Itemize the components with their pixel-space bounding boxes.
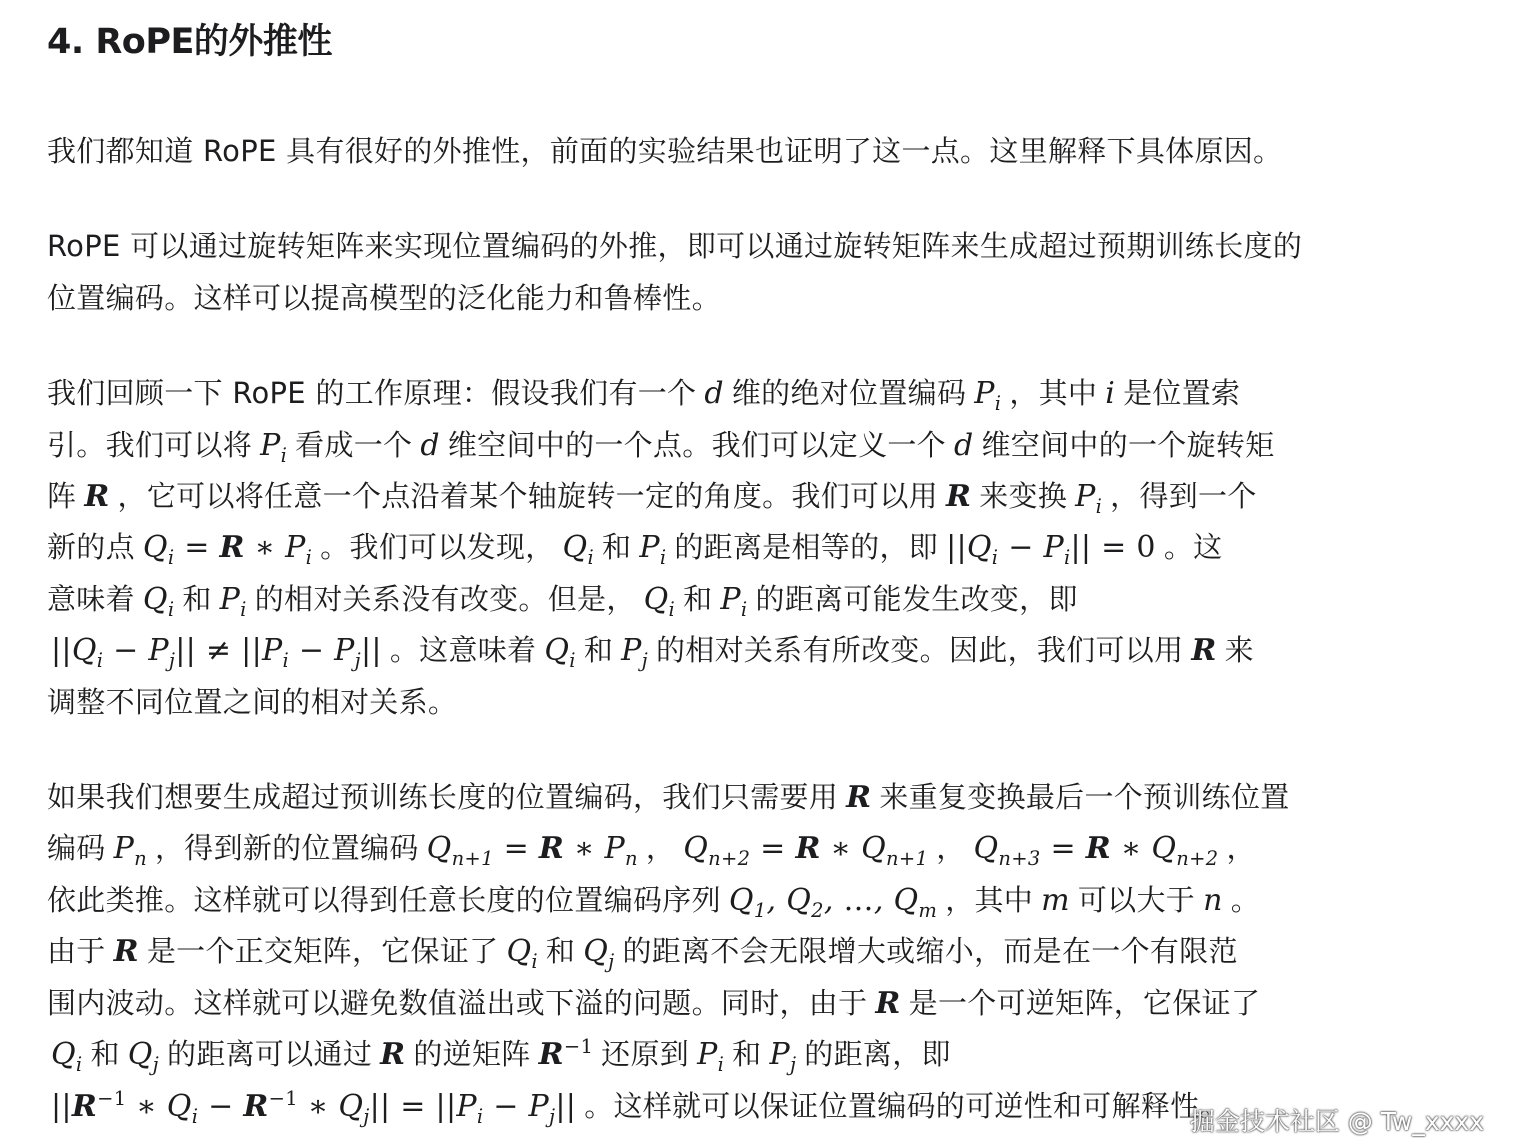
watermark: 掘金技术社区 @ Tw_xxxx	[1189, 1107, 1484, 1136]
paragraph-4: 如果我们想要生成超过预训练长度的位置编码，我们只需要用 R 来重复变换最后一个预训练位置 编码 $P_n$ ，得到新的位置编码 $Q_{n+1} = R$ ∗ $P_n$ ， $Q_{n+2} = R$ ∗ $Q_{n+1}$ ， $Q_{n+3} = R$ ∗ $Q_{n+2}$ ， 依此类推。这样就可以得到任意长度的位置编码序列 $Q_1$, $Q_2$, …, $Q_m$ ，其中 m 可以大于 n 。 由于 R 是一个正交矩阵，它保证了 $Q_i$ 和 $Q_j$ 的距离不会无限增大或缩小，而是在一个有限范 围内波动。这样就可以避免数值溢出或下溢的问题。同时，由于 R 是一个可逆矩阵，它保证了 $Q_i$ 和 $Q_j$ 的距离可以通过 R 的逆矩阵 $R^{-1}$ 还原到 $P_i$ 和 $P_j$ 的距离，即 $||R^{-1}$ ∗ $Q_i - R^{-1}$ ∗ $Q_j|| = ||P_i - P_j||$ 。这样就可以保证位置编码的可逆性和可解释性。	[47, 780, 1290, 1128]
math-Qi-eq: $Q_i = R$ ∗ $P_i$	[142, 530, 313, 570]
math-Pi: $P_i$	[974, 376, 1002, 416]
paragraph-3: 我们回顾一下 RoPE 的工作原理：假设我们有一个 d 维的绝对位置编码 $P_i$ ，其中 i 是位置索 引。我们可以将 $P_i$ 看成一个 d 维空间中的一个点。我们可以定义一个 d 维空间中的一个旋转矩 阵 R ，它可以将任意一个点沿着某个轴旋转一定的角度。我们可以用 R 来变换 $P_i$ ，得到一个 新的点 $Q_i = R$ ∗ $P_i$ 。我们可以发现， $Q_i$ 和 $P_i$ 的距离是相等的，即 $||Q_i - P_i|| = 0$ 。这 意味着 $Q_i$ 和 $P_i$ 的相对关系没有改变。但是， $Q_i$ 和 $P_i$ 的距离可能发生改变，即 $||Q_i - P_j|| \ne ||P_i - P_j||$ 。这意味着 $Q_i$ 和 $P_j$ 的相对关系有所改变。因此，我们可以用 R 来 调整不同位置之间的相对关系。	[47, 376, 1275, 719]
math-d: d	[704, 376, 724, 412]
article-body	[47, 18, 1447, 1132]
math-i: i	[1105, 376, 1116, 412]
paragraph-1: 我们都知道 RoPE 具有很好的外推性，前面的实验结果也证明了这一点。这里解释下具体原因。	[47, 134, 1283, 168]
section-heading: 4. RoPE的外推性	[47, 22, 332, 62]
paragraph-2: RoPE 可以通过旋转矩阵来实现位置编码的外推，即可以通过旋转矩阵来生成超过预期训练长度的 位置编码。这样可以提高模型的泛化能力和鲁棒性。	[47, 229, 1303, 315]
